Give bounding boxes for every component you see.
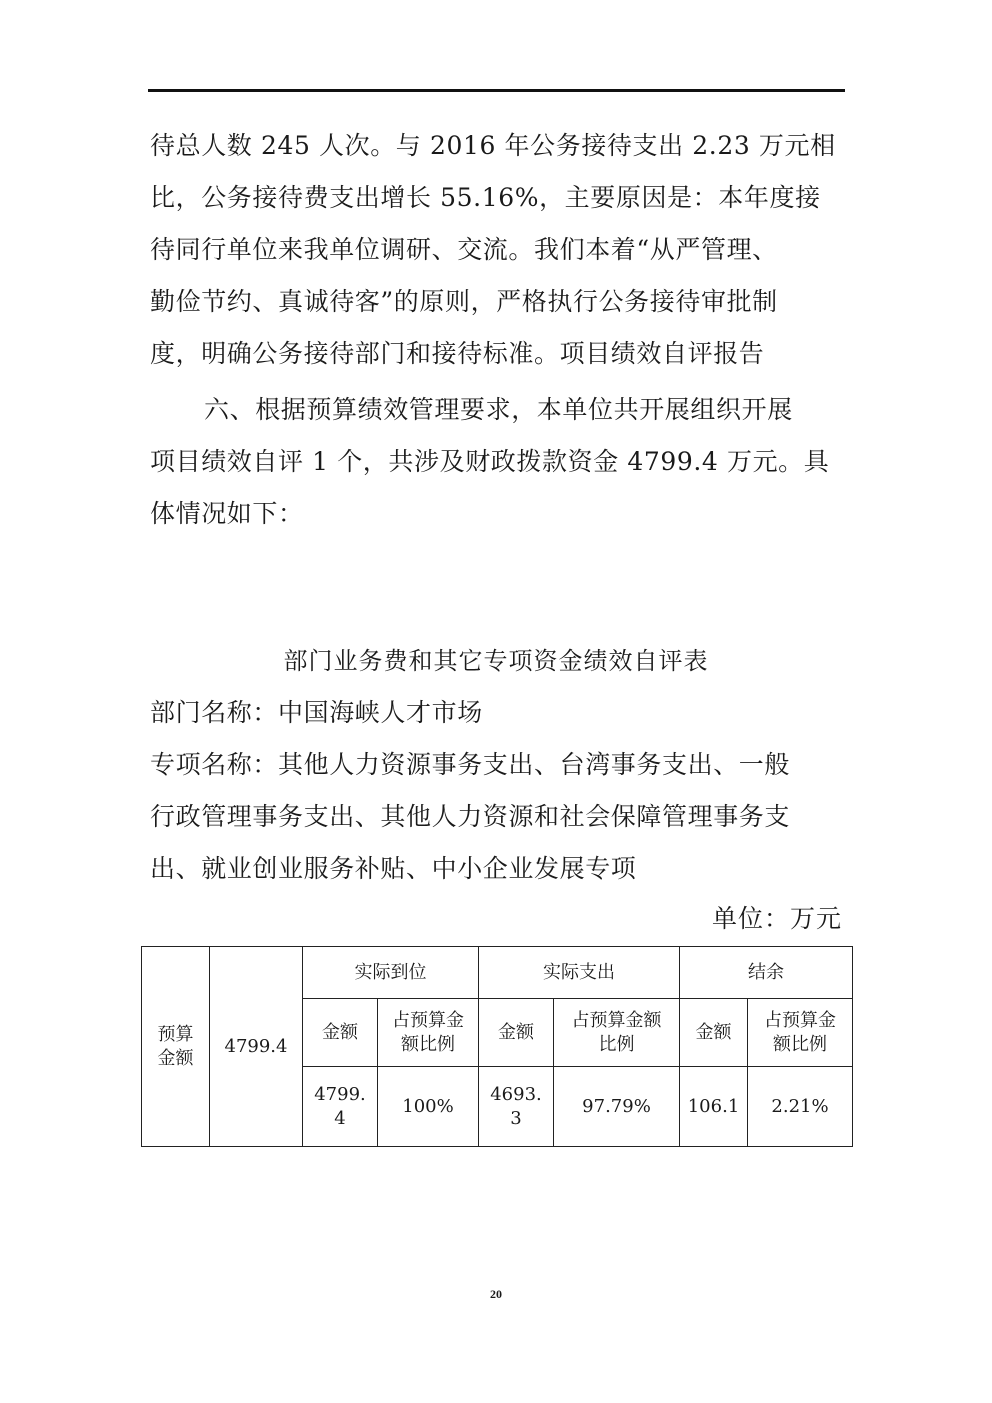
body-line: 六、根据预算绩效管理要求，本单位共开展组织开展: [204, 395, 793, 424]
sub-header-ratio: [378, 999, 479, 1067]
project-name-line: 专项名称：其他人力资源事务支出、台湾事务支出、一般: [150, 750, 791, 779]
performance-table: [141, 946, 853, 1147]
value-text: 4693.3: [490, 1083, 542, 1129]
header-rule: [148, 89, 845, 92]
value-balance-ratio: 2.21%: [748, 1067, 853, 1147]
department-name: 部门名称：中国海峡人才市场: [150, 698, 483, 727]
table-title: 部门业务费和其它专项资金绩效自评表: [283, 647, 709, 675]
value-received-amount: [303, 1067, 378, 1147]
sub-header-amount: 金额: [479, 999, 554, 1067]
body-line: 待总人数 245 人次。与 2016 年公务接待支出 2.23 万元相: [150, 131, 836, 160]
project-name-line: 行政管理事务支出、其他人力资源和社会保障管理事务支: [150, 802, 791, 831]
sub-header-ratio-text: 占预算金额比例: [571, 1009, 662, 1055]
budget-value-cell: 4799.4: [210, 947, 303, 1147]
body-line: 体情况如下：: [150, 499, 304, 528]
sub-header-ratio-text: 占预算金额比例: [763, 1009, 836, 1055]
sub-header-ratio: [748, 999, 853, 1067]
body-line: 比，公务接待费支出增长 55.16%，主要原因是：本年度接: [150, 183, 821, 212]
sub-header-amount: 金额: [680, 999, 748, 1067]
unit-label: 单位：万元: [711, 904, 842, 933]
value-received-ratio: 100%: [378, 1067, 479, 1147]
body-line: 度，明确公务接待部门和接待标准。项目绩效自评报告: [150, 339, 765, 368]
page-number: 20: [490, 1287, 502, 1301]
body-line: 待同行单位来我单位调研、交流。我们本着“从严管理、: [150, 235, 778, 264]
value-spent-ratio: 97.79%: [554, 1067, 680, 1147]
sub-header-amount: 金额: [303, 999, 378, 1067]
sub-header-ratio: [554, 999, 680, 1067]
group-header-actual-received: 实际到位: [303, 947, 479, 999]
group-header-actual-spent: 实际支出: [479, 947, 680, 999]
sub-header-ratio-text: 占预算金额比例: [391, 1009, 464, 1055]
value-spent-amount: [479, 1067, 554, 1147]
project-name-line: 出、就业创业服务补贴、中小企业发展专项: [150, 854, 637, 883]
body-line: 勤俭节约、真诚待客”的原则，严格执行公务接待审批制: [150, 287, 778, 316]
budget-label-cell: [142, 947, 210, 1147]
budget-label: 预算金额: [157, 1023, 194, 1069]
value-text: 4799.4: [314, 1083, 366, 1129]
body-line: 项目绩效自评 1 个，共涉及财政拨款资金 4799.4 万元。具: [150, 447, 830, 476]
group-header-balance: 结余: [680, 947, 853, 999]
value-balance-amount: 106.1: [680, 1067, 748, 1147]
